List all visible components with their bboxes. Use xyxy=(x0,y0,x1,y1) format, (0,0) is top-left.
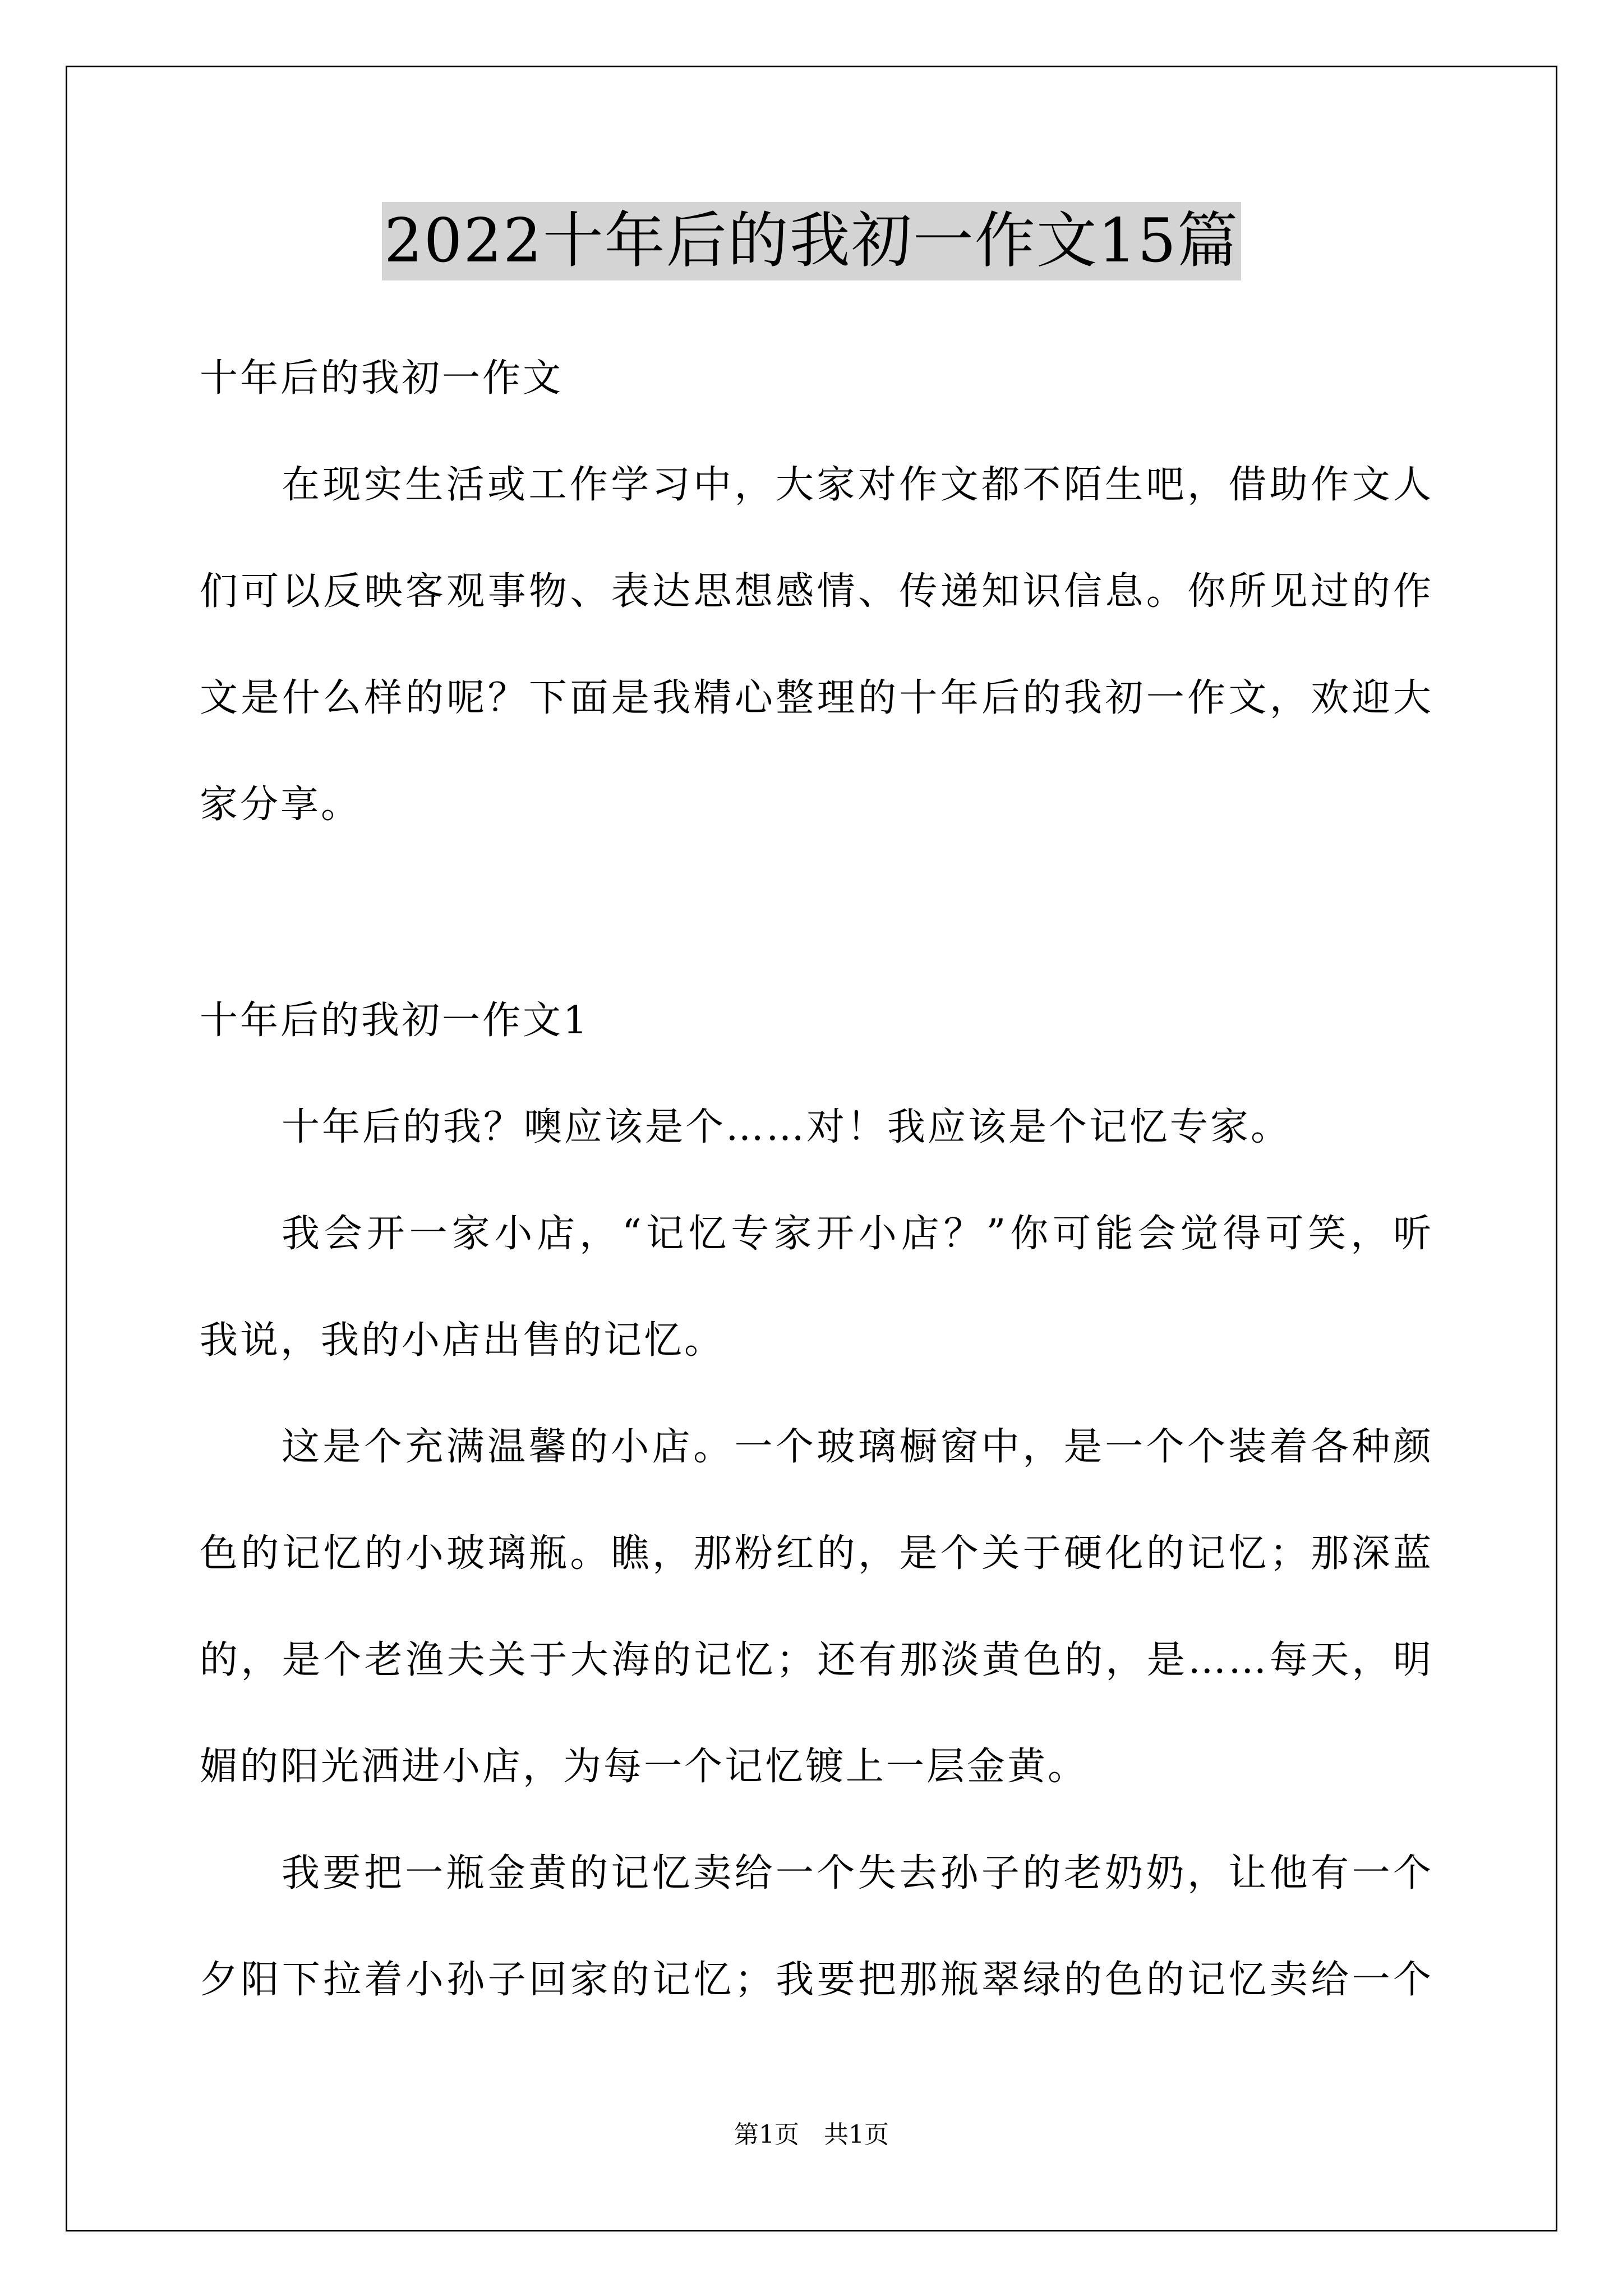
paragraph-line: 在现实生活或工作学习中，大家对作文都不陌生吧，借助作文人 xyxy=(282,463,1433,507)
document-title: 2022十年后的我初一作文15篇 xyxy=(382,202,1241,280)
paragraph-line: 文是什么样的呢？下面是我精心整理的十年后的我初一作文，欢迎大 xyxy=(200,676,1433,720)
paragraph-line: 色的记忆的小玻璃瓶。瞧，那粉红的，是个关于硬化的记忆；那深蓝 xyxy=(200,1531,1433,1576)
title-container xyxy=(0,202,1623,280)
paragraph-line: 这是个充满温馨的小店。一个玻璃橱窗中，是一个个装着各种颜 xyxy=(282,1425,1433,1469)
section-heading: 十年后的我初一作文1 xyxy=(200,999,590,1043)
paragraph-line: 媚的阳光洒进小店，为每一个记忆镀上一层金黄。 xyxy=(200,1745,1089,1789)
section-heading: 十年后的我初一作文 xyxy=(200,356,564,401)
paragraph-line: 我要把一瓶金黄的记忆卖给一个失去孙子的老奶奶，让他有一个 xyxy=(282,1851,1433,1895)
paragraph-line: 十年后的我？噢应该是个……对！我应该是个记忆专家。 xyxy=(282,1105,1292,1149)
paragraph-line: 家分享。 xyxy=(200,783,362,827)
paragraph-line: 的，是个老渔夫关于大海的记忆；还有那淡黄色的，是……每天，明 xyxy=(200,1638,1433,1682)
paragraph-line: 我说，我的小店出售的记忆。 xyxy=(200,1318,725,1363)
paragraph-line: 们可以反映客观事物、表达思想感情、传递知识信息。你所见过的作 xyxy=(200,569,1433,614)
paragraph-line: 夕阳下拉着小孙子回家的记忆；我要把那瓶翠绿的色的记忆卖给一个 xyxy=(200,1958,1433,2002)
paragraph-line: 我会开一家小店，“记忆专家开小店？”你可能会觉得可笑，听 xyxy=(282,1212,1433,1256)
page-footer: 第1页 共1页 xyxy=(734,2120,889,2149)
